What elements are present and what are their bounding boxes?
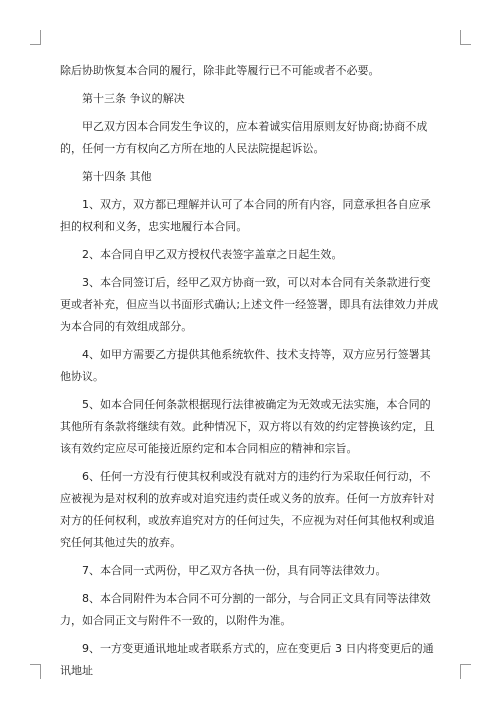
crop-mark-bottom-right (460, 664, 471, 679)
crop-mark-top-right (460, 30, 471, 45)
clause-4: 4、如甲方需要乙方提供其他系统软件、技术支持等，双方应另行签署其他协议。 (60, 348, 431, 383)
paragraph-continued: 除后协助恢复本合同的履行，除非此等履行已不可能或者不必要。 (60, 64, 380, 77)
paragraph-dispute: 甲乙双方因本合同发生争议的，应本着诚实信用原则友好协商;协商不成的，任何一方有权向乙方所在地的人民法院提起诉讼。 (60, 120, 428, 155)
clause-8: 8、本合同附件为本合同不可分割的一部分，与合同正文具有同等法律效力，如合同正文与附件不一致的，以附件为准。 (60, 592, 431, 627)
clause-5: 5、如本合同任何条款根据现行法律被确定为无效或无法实施，本合同的其他所有条款将继续有效。此种情况下，双方将以有效的约定替换该约定，且该有效约定应尽可能接近原约定和本合同相应的精神和宗旨。 (60, 398, 435, 455)
section-heading-13: 第十三条 争议的解决 (82, 92, 185, 105)
document-body (60, 60, 440, 682)
clause-2: 2、本合同自甲乙双方授权代表签字盖章之日起生效。 (82, 248, 343, 261)
clause-3: 3、本合同签订后，经甲乙双方协商一致，可以对本合同有关条款进行变更或者补充，但应当以书面形式确认;上述文件一经签署，即具有法律效力并成为本合同的有效组成部分。 (60, 276, 439, 333)
section-heading-14: 第十四条 其他 (82, 170, 152, 183)
clause-6: 6、任何一方没有行使其权利或没有就对方的违约行为采取任何行动，不应被视为是对权利的放弃或对追究违约责任或义务的放弃。任何一方放弃针对对方的任何权利，或放弃追究对方的任何过失，不应视为对任何其他权利或追究任何其他过失的放弃。 (60, 470, 435, 549)
clause-1: 1、双方，双方都已理解并认可了本合同的所有内容，同意承担各自应承担的权利和义务，忠实地履行本合同。 (60, 198, 431, 233)
crop-mark-top-left (30, 30, 41, 45)
clause-9: 9、一方变更通讯地址或者联系方式的，应在变更后 3 日内将变更后的通讯地址 (60, 642, 434, 677)
clause-7: 7、本合同一式两份，甲乙双方各执一份，具有同等法律效力。 (82, 564, 387, 577)
crop-mark-bottom-left (30, 664, 41, 679)
